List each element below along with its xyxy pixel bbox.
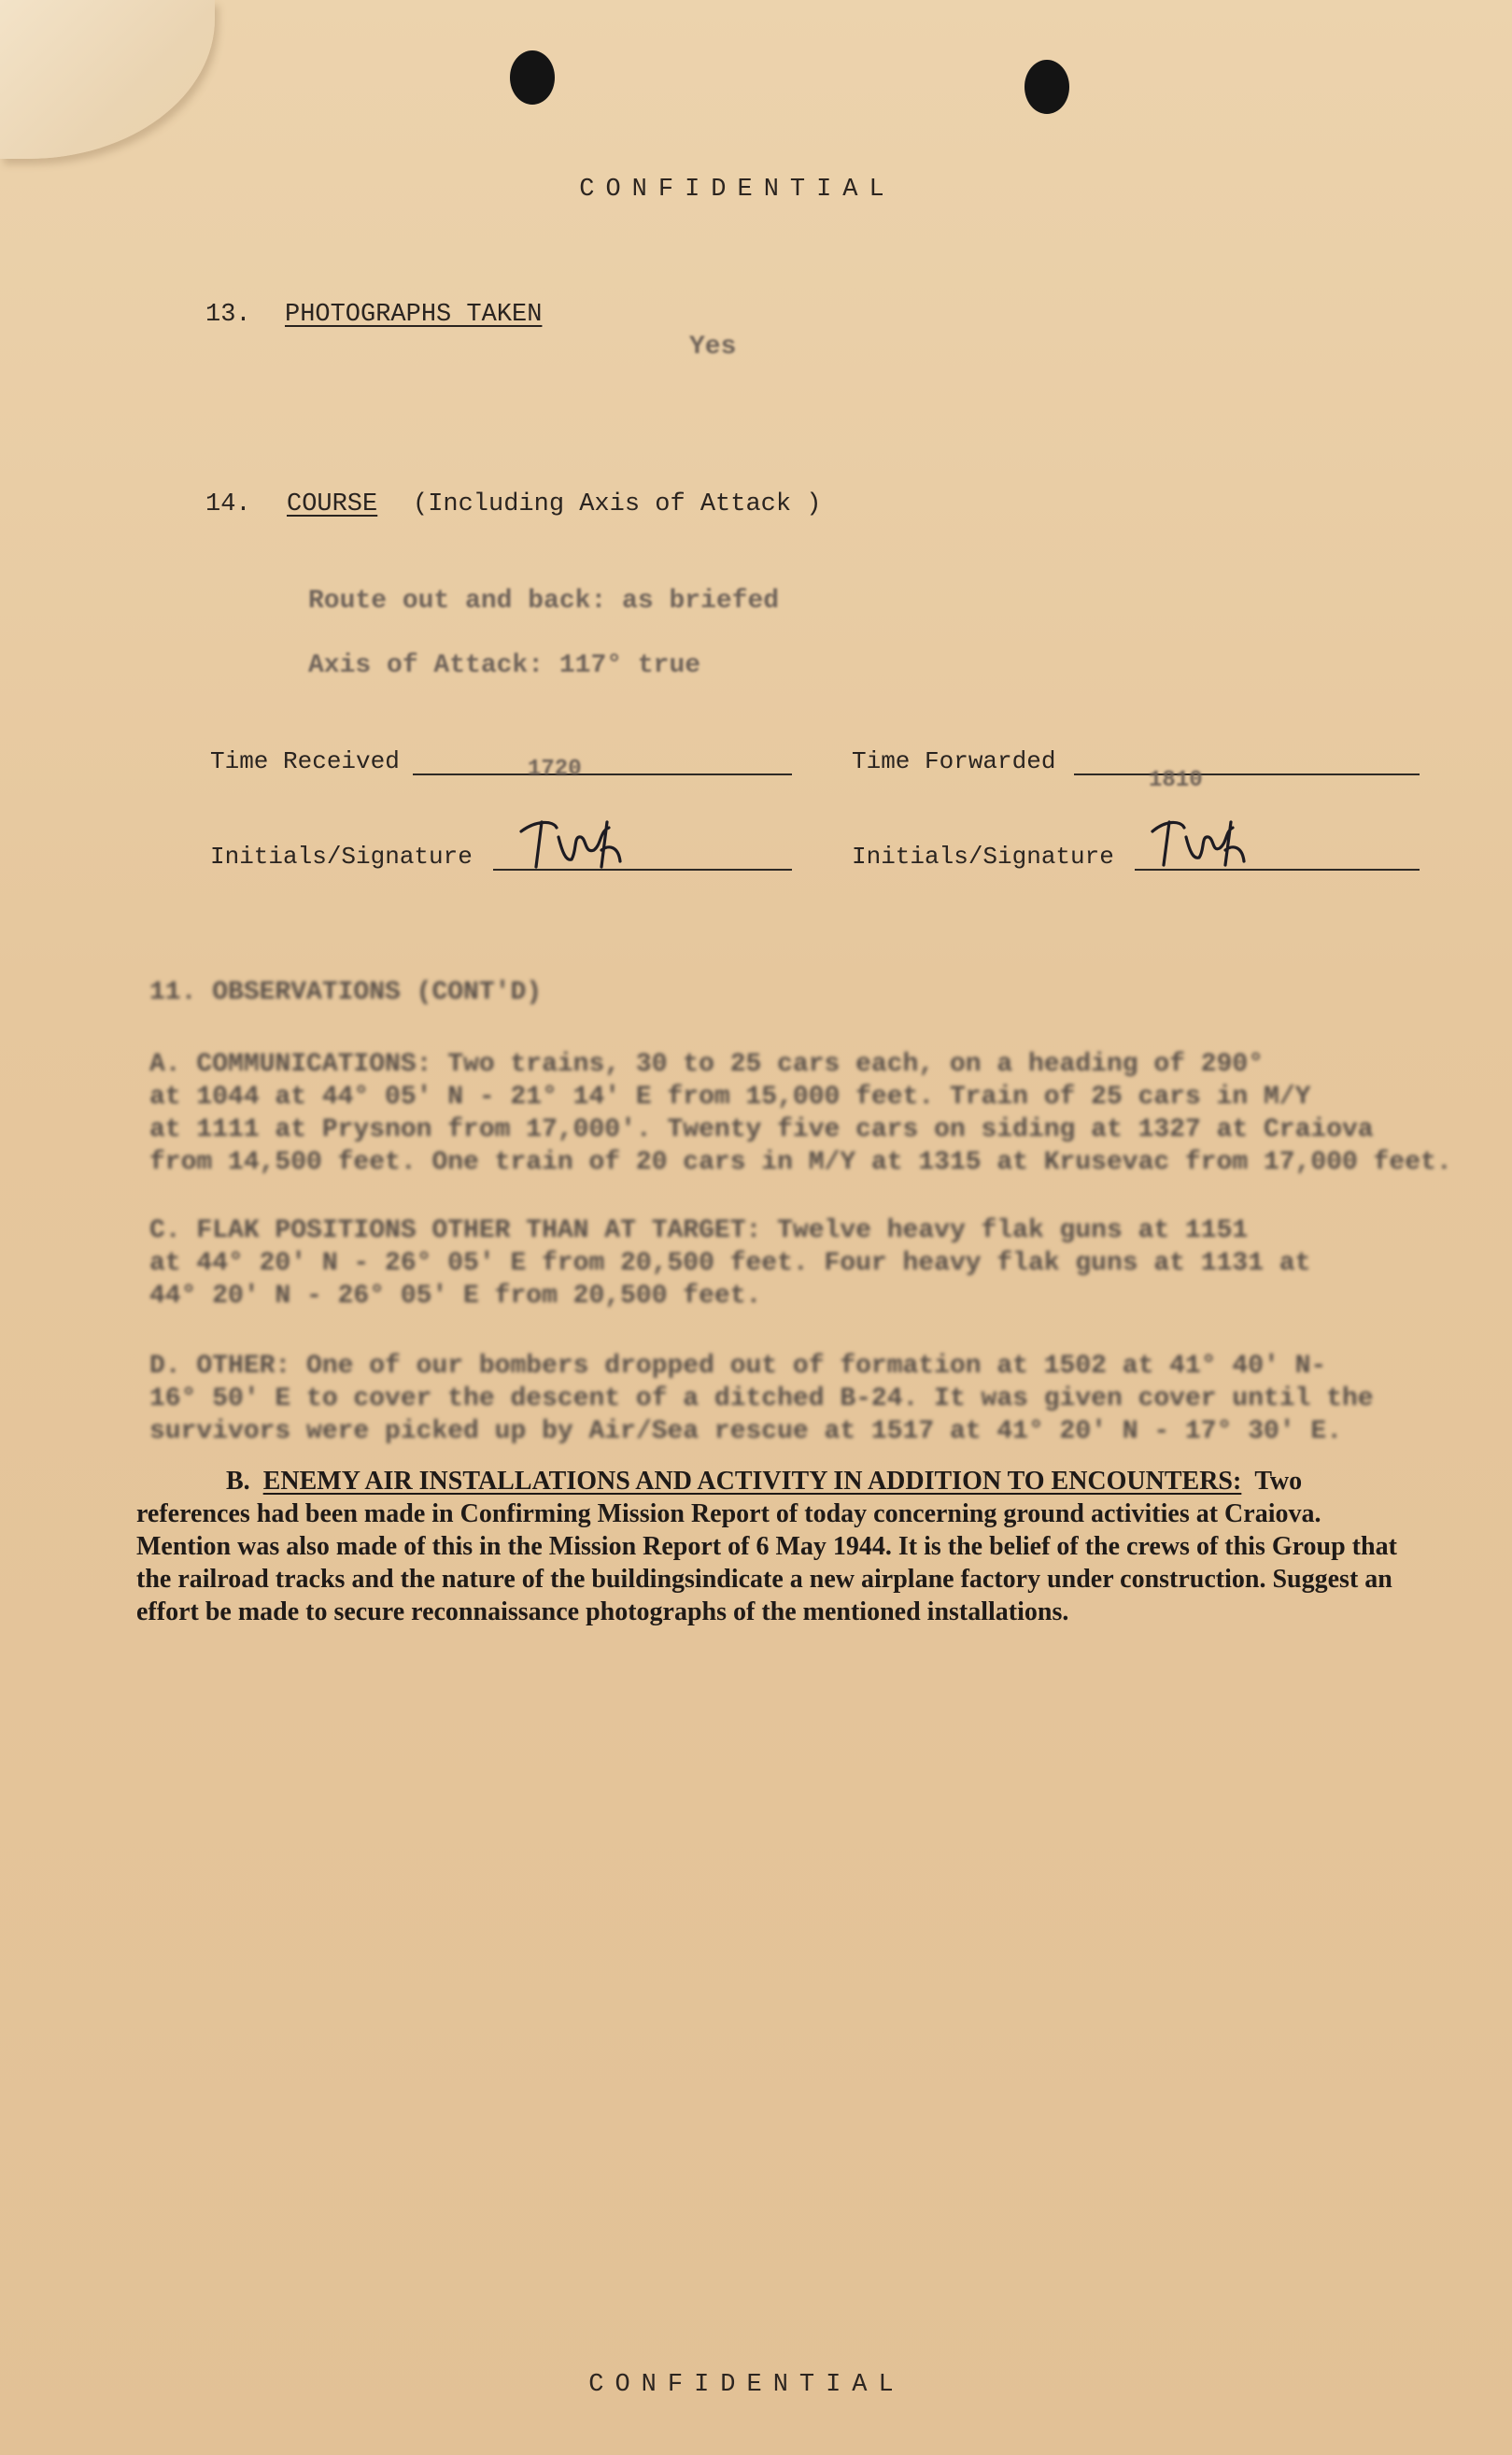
item11-a-line4: from 14,500 feet. One train of 20 cars in M/Y at 1315 at Krusevac from 17,000 feet. [149,1148,1452,1177]
punch-hole-left [510,50,555,105]
item14-number: 14. [205,490,251,518]
item-b-paragraph [136,1465,1406,1628]
item13-answer: Yes [689,333,737,362]
signature-left [516,813,628,873]
time-forwarded-label: Time Forwarded [852,747,1056,775]
item-b-heading: ENEMY AIR INSTALLATIONS AND ACTIVITY IN ADDITION TO ENCOUNTERS: [262,1467,1242,1496]
item11-c-line2: at 44° 20' N - 26° 05' E from 20,500 feet. Four heavy flak guns at 1131 at [149,1249,1311,1278]
initials-label-left: Initials/Signature [210,843,473,871]
punch-hole-right [1024,60,1069,114]
item11-c-line3: 44° 20' N - 26° 05' E from 20,500 feet. [149,1282,762,1311]
item14-title: COURSE [287,490,378,518]
item11-d-line2: 16° 50' E to cover the descent of a ditched B-24. It was given cover until the [149,1384,1374,1413]
item14-route: Route out and back: as briefed [308,587,780,616]
time-forwarded-line [1074,773,1420,775]
item13-number: 13. [205,301,251,329]
folded-corner [0,0,215,159]
time-forwarded-value: 1810 [1149,768,1203,793]
item14-axis: Axis of Attack: 117° true [308,651,701,680]
item11-a-line2: at 1044 at 44° 05' N - 21° 14' E from 15,000 feet. Train of 25 cars in M/Y [149,1083,1311,1112]
time-received-value: 1720 [528,757,582,782]
time-received-label: Time Received [210,747,400,775]
item11-d-line1: D. OTHER: One of our bombers dropped out of formation at 1502 at 41° 40' N- [149,1352,1327,1381]
item11-c-line1: C. FLAK POSITIONS OTHER THAN AT TARGET: Twelve heavy flak guns at 1151 [149,1216,1249,1245]
item13-title: PHOTOGRAPHS TAKEN [285,301,543,329]
time-received-line [413,773,792,775]
initials-label-right: Initials/Signature [852,843,1114,871]
item-b-label: B. [226,1467,250,1496]
item-b-text: Two references had been made in Confirming Mission Report of today concerning ground activities at Craiova. Mention was also made of this in the Mission Report of 6 May 1944. It is the belief of the crews of this Group that the railroad tracks and the nature of the buildingsindicate a new airplane factory under construction. Suggest an effort be made to secure reconnaissance photographs of the mentioned installations. [136,1467,1397,1626]
classification-footer: CONFIDENTIAL [588,2371,905,2399]
item11-a-line3: at 1111 at Prysnon from 17,000'. Twenty five cars on siding at 1327 at Craiova [149,1115,1374,1144]
item11-a-line1: A. COMMUNICATIONS: Two trains, 30 to 25 cars each, on a heading of 290° [149,1050,1264,1079]
item11-heading: 11. OBSERVATIONS (CONT'D) [149,978,543,1007]
item11-d-line3: survivors were picked up by Air/Sea rescue at 1517 at 41° 20' N - 17° 30' E. [149,1417,1343,1446]
signature-right [1147,815,1250,873]
item14-subtitle: (Including Axis of Attack ) [413,490,822,518]
classification-header: CONFIDENTIAL [579,176,896,204]
